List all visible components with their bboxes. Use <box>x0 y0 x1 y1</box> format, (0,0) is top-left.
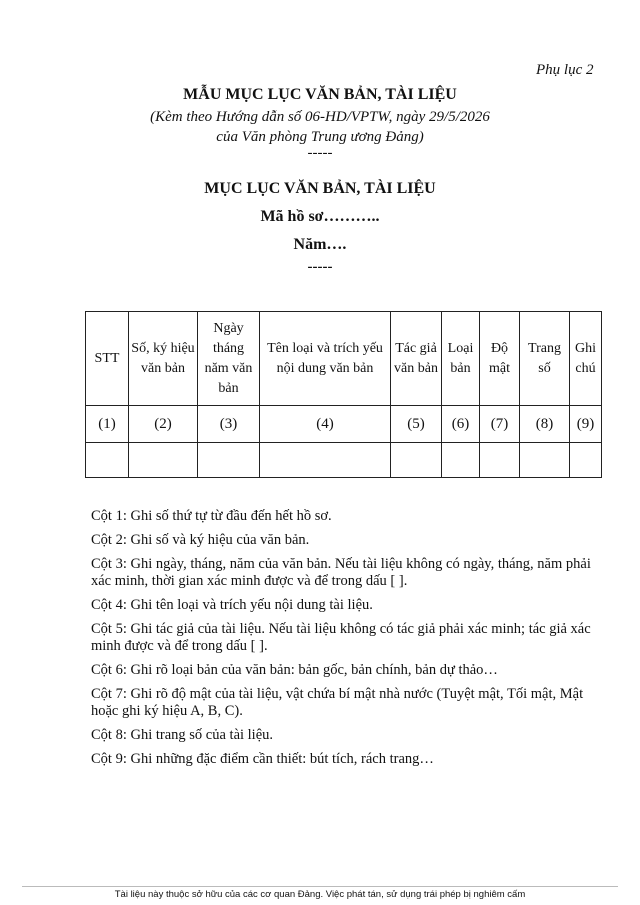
empty-cell <box>391 443 442 478</box>
document-title: MẪU MỤC LỤC VĂN BẢN, TÀI LIỆU <box>183 86 457 103</box>
header-cell: Số, ký hiệu văn bản <box>129 312 198 406</box>
note-column-1: Cột 1: Ghi số thứ tự từ đầu đến hết hồ sơ. <box>91 508 332 524</box>
column-number: (5) <box>391 406 442 443</box>
file-code: Mã hồ sơ……….. <box>260 208 380 225</box>
column-number: (1) <box>86 406 129 443</box>
empty-cell <box>442 443 480 478</box>
note-column-9: Cột 9: Ghi những đặc điểm cần thiết: bút tích, rách trang… <box>91 751 434 767</box>
empty-cell <box>86 443 129 478</box>
header-cell: Tác giả văn bản <box>391 312 442 406</box>
column-number: (6) <box>442 406 480 443</box>
column-number: (8) <box>520 406 570 443</box>
index-table <box>85 311 602 478</box>
column-number: (2) <box>129 406 198 443</box>
empty-cell <box>570 443 602 478</box>
header-cell: Loại bản <box>442 312 480 406</box>
note-column-6: Cột 6: Ghi rõ loại bản của văn bản: bản gốc, bản chính, bản dự thảo… <box>91 662 498 678</box>
separator: ----- <box>307 145 333 161</box>
note-column-2: Cột 2: Ghi số và ký hiệu của văn bản. <box>91 532 310 548</box>
index-title: MỤC LỤC VĂN BẢN, TÀI LIỆU <box>204 180 436 197</box>
empty-table-row <box>86 443 602 478</box>
year-label: Năm…. <box>293 236 347 253</box>
column-number-row <box>86 406 602 443</box>
column-notes <box>91 508 596 775</box>
header-cell: Ghi chú <box>570 312 602 406</box>
empty-cell <box>520 443 570 478</box>
note-column-7: Cột 7: Ghi rõ độ mật của tài liệu, vật chứa bí mật nhà nước (Tuyệt mật, Tối mật, Mật hoặc ghi ký hiệu A, B, C). <box>91 686 584 719</box>
header-cell: Tên loại và trích yếu nội dung văn bản <box>260 312 391 406</box>
note-column-5: Cột 5: Ghi tác giả của tài liệu. Nếu tài liệu không có tác giả phải xác minh; tác giả xác minh được và để trong dấu [ ]. <box>91 621 591 654</box>
empty-cell <box>260 443 391 478</box>
column-number: (7) <box>480 406 520 443</box>
subtitle-line-1: (Kèm theo Hướng dẫn số 06-HD/VPTW, ngày 29/5/2026 <box>150 109 490 125</box>
header-cell: STT <box>86 312 129 406</box>
footer-notice: Tài liệu này thuộc sở hữu của các cơ quan Đảng. Việc phát tán, sử dụng trái phép bị nghiêm cấm <box>114 889 526 900</box>
column-number: (3) <box>198 406 260 443</box>
separator-2: ----- <box>307 259 333 275</box>
column-number: (4) <box>260 406 391 443</box>
note-column-3: Cột 3: Ghi ngày, tháng, năm của văn bản. Nếu tài liệu không có ngày, tháng, năm phải xác minh, thời gian xác minh được và để trong dấu [ ]. <box>91 556 591 589</box>
column-number: (9) <box>570 406 602 443</box>
appendix-label: Phụ lục 2 <box>536 62 594 78</box>
table-header-row <box>86 312 602 406</box>
empty-cell <box>480 443 520 478</box>
empty-cell <box>129 443 198 478</box>
header-cell: Trang số <box>520 312 570 406</box>
empty-cell <box>198 443 260 478</box>
header-cell: Ngày tháng năm văn bản <box>198 312 260 406</box>
header-cell: Độ mật <box>480 312 520 406</box>
note-column-8: Cột 8: Ghi trang số của tài liệu. <box>91 727 274 743</box>
footer-divider <box>22 886 618 887</box>
subtitle-line-2: của Văn phòng Trung ương Đảng) <box>216 129 424 145</box>
note-column-4: Cột 4: Ghi tên loại và trích yếu nội dung tài liệu. <box>91 597 373 613</box>
